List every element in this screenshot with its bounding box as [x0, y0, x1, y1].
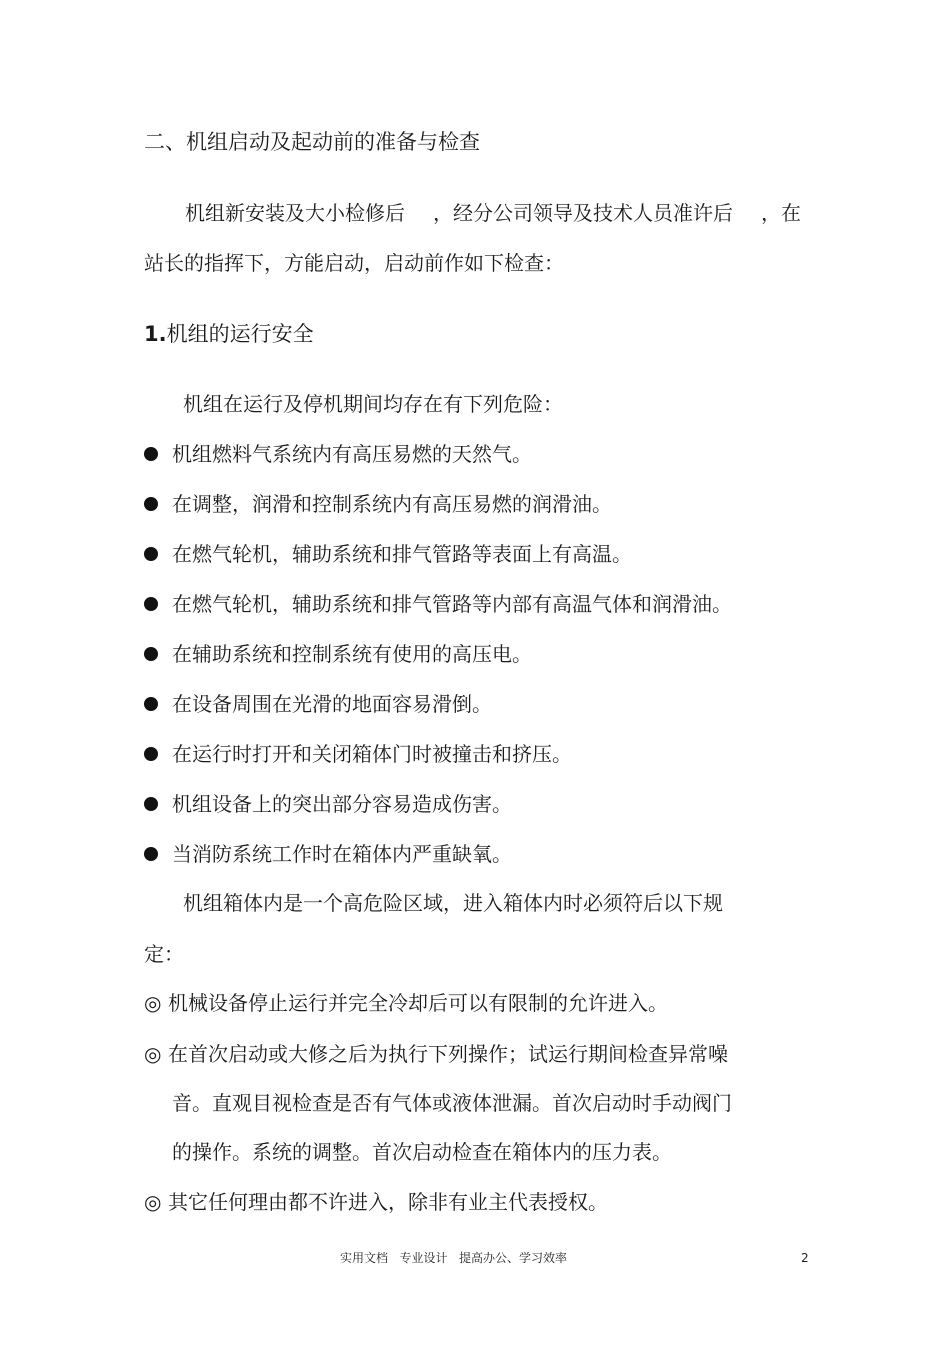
rule-text: 机械设备停止运行并完全冷却后可以有限制的允许进入。: [168, 991, 668, 1015]
hazard-item: [144, 790, 824, 818]
hazards-intro: 机组在运行及停机期间均存在有下列危险：: [183, 392, 563, 416]
bullet-icon: [144, 797, 158, 811]
hazard-text: 机组燃料气系统内有高压易燃的天然气。: [172, 442, 532, 466]
hazard-item: [144, 590, 824, 618]
double-circle-icon: ◎: [144, 1042, 162, 1066]
footer-part-3: 提高办公、学习效率: [458, 1251, 567, 1265]
footer-part-1: 实用文档: [340, 1251, 389, 1265]
subsection-title: [144, 320, 824, 348]
section-title: 二、机组启动及起动前的准备与检查: [144, 130, 480, 154]
hazard-item: [144, 640, 824, 668]
rules-intro-line-2: 定：: [144, 942, 184, 966]
hazard-item: [144, 490, 824, 518]
bullet-icon: [144, 747, 158, 761]
subsection-number: 1.: [144, 322, 167, 346]
page-number: 2: [801, 1251, 809, 1265]
bullet-icon: [144, 547, 158, 561]
rule-text: 在首次启动或大修之后为执行下列操作；试运行期间检查异常噪: [168, 1042, 728, 1066]
hazard-item: [144, 440, 824, 468]
hazard-text: 当消防系统工作时在箱体内严重缺氧。: [172, 842, 512, 866]
bullet-icon: [144, 597, 158, 611]
hazard-item: [144, 740, 824, 768]
footer-part-2: 专业设计: [399, 1251, 448, 1265]
bullet-icon: [144, 847, 158, 861]
bullet-icon: [144, 497, 158, 511]
hazard-text: 在燃气轮机，辅助系统和排气管路等内部有高温气体和润滑油。: [172, 592, 732, 616]
double-circle-icon: ◎: [144, 1190, 162, 1214]
hazard-item: [144, 540, 824, 568]
rules-intro-line-1: 机组箱体内是一个高危险区域，进入箱体内时必须符后以下规: [183, 891, 723, 915]
hazard-text: 机组设备上的突出部分容易造成伤害。: [172, 792, 512, 816]
rule-continuation: 音。直观目视检查是否有气体或液体泄漏。首次启动时手动阀门: [172, 1091, 732, 1115]
hazard-text: 在燃气轮机，辅助系统和排气管路等表面上有高温。: [172, 542, 632, 566]
subsection-title-text: 机组的运行安全: [166, 322, 314, 346]
hazard-text: 在调整，润滑和控制系统内有高压易燃的润滑油。: [172, 492, 612, 516]
intro-part-2: ，经分公司领导及技术人员准许后: [433, 201, 733, 225]
intro-part-1: 机组新安装及大小检修后: [185, 201, 405, 225]
hazard-item: [144, 690, 824, 718]
hazard-text: 在辅助系统和控制系统有使用的高压电。: [172, 642, 532, 666]
intro-part-3: ，在: [761, 201, 801, 225]
bullet-icon: [144, 447, 158, 461]
hazard-text: 在运行时打开和关闭箱体门时被撞击和挤压。: [172, 742, 572, 766]
rule-continuation: 的操作。系统的调整。首次启动检查在箱体内的压力表。: [172, 1140, 672, 1164]
bullet-icon: [144, 697, 158, 711]
bullet-icon: [144, 647, 158, 661]
rule-item: [144, 1188, 824, 1216]
rule-item: [144, 1040, 824, 1068]
intro-line-1: [185, 199, 865, 227]
rule-text: 其它任何理由都不许进入，除非有业主代表授权。: [168, 1190, 608, 1214]
page-footer: [340, 1250, 567, 1266]
hazard-item: [144, 840, 824, 868]
hazard-text: 在设备周围在光滑的地面容易滑倒。: [172, 692, 492, 716]
rule-item: [144, 989, 824, 1017]
double-circle-icon: ◎: [144, 991, 162, 1015]
intro-line-2: 站长的指挥下，方能启动，启动前作如下检查：: [144, 251, 564, 275]
